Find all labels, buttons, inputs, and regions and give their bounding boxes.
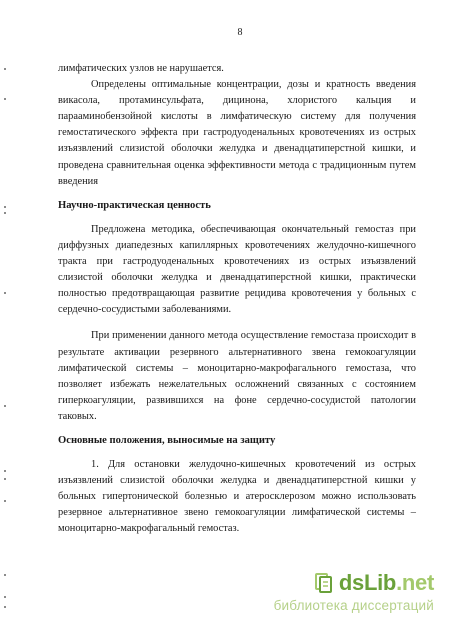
scan-margin-marks (2, 0, 12, 623)
paragraph-point-1: 1. Для остановки желудочно-кишечных кровотечений из острых изъязвлений слизистой оболочки желудка и двенадцатиперстной кишки у больных гипертонической болезнью и атеросклерозом можно использовать резервное альтернативное звено гемокоагуляции лимфатической системы – моноцитарно-макрофагальный гемостаз. (58, 459, 416, 535)
dslib-logo-icon (313, 572, 335, 594)
watermark-subtitle: библиотека диссертаций (273, 598, 434, 613)
body-text (58, 61, 416, 538)
paragraph-concentrations: Определены оптимальные концентрации, дозы и кратность введения викасола, протаминсульфата, дицинона, хлористого кальция и парааминобензойной кислоты в лимфатическую систему для получения гемостатического эффекта при гастродуоденальных кровотечениях из острых изъязвлений слизистой оболочки желудка и двенадцатиперстной кишки, и проведена сравнительная оценка эффективности метода с традиционным путем введения (58, 79, 416, 187)
watermark-logo (313, 571, 434, 595)
heading-practical-value: Научно-практическая ценность (58, 199, 211, 211)
heading-defense-points: Основные положения, выносимые на защиту (58, 434, 276, 446)
paragraph-continuation: лимфатических узлов не нарушается. (58, 63, 224, 74)
dslib-watermark (234, 571, 434, 613)
page-number: 8 (237, 27, 243, 38)
watermark-brand: dsLib.net (338, 570, 434, 595)
paragraph-hemostasis: При применении данного метода осуществление гемостаза происходит в результате активации резервного альтернативного звена гемокоагуляции лимфатической системы – моноцитарно-макрофагального гемостаза, что позволяет избежать нежелательных осложнений связанных с состоянием гиперкоагуляции, развившихся на фоне сердечно-сосудистой патологии таковых. (58, 330, 416, 422)
paragraph-method: Предложена методика, обеспечивающая окончательный гемостаз при диффузных диапедезных капиллярных кровотечениях желудочно-кишечного тракта при гастродуоденальных кровотечениях из острых изъязвлений слизистой оболочки желудка и двенадцатиперстной кишки, практически полностью предотвращающая развитие рецидива кровотечения у больных с сердечно-сосудистыми заболеваниями. (58, 223, 416, 316)
